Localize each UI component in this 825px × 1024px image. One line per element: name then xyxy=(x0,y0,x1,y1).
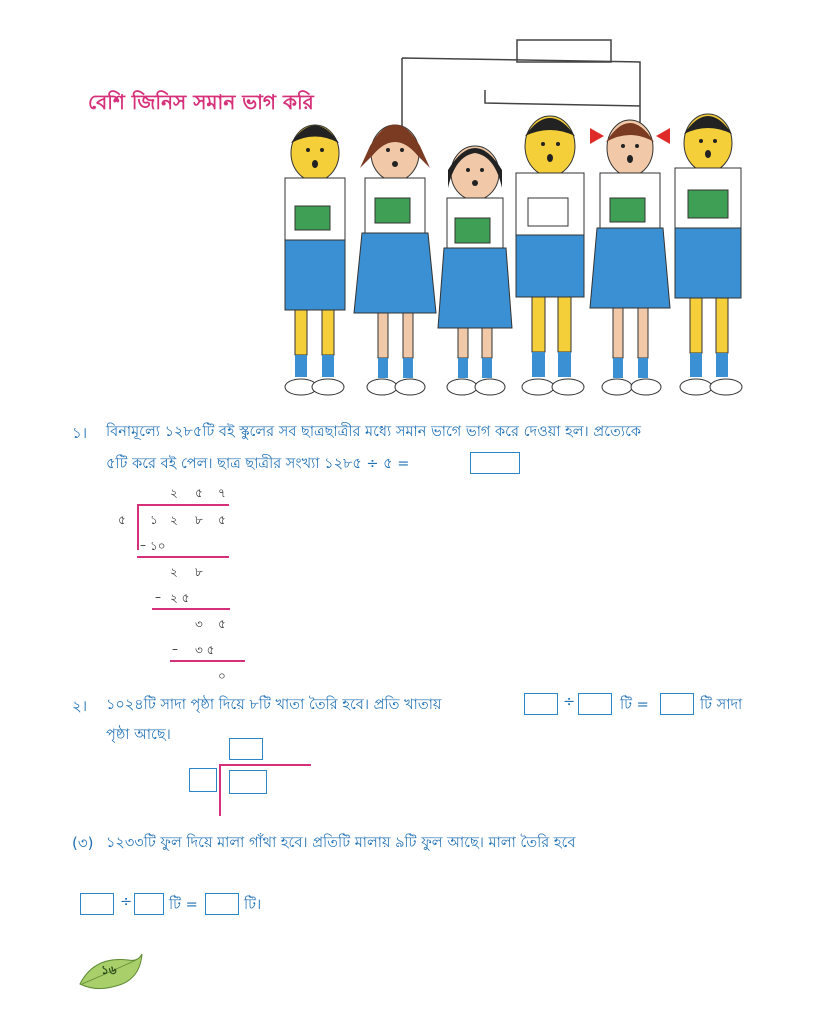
q2-box-divisor[interactable] xyxy=(578,693,612,715)
q3-tail: টি। xyxy=(244,897,262,913)
step-line xyxy=(152,608,230,610)
q3-text: ১২৩৩টি ফুল দিয়ে মালা গাঁথা হবে। প্রতিটি মালায় ৯টি ফুল আছে। মালা তৈরি হবে xyxy=(106,835,576,851)
q3-ti-eq: টি = xyxy=(169,897,198,913)
q3-box-dividend[interactable] xyxy=(80,893,114,915)
student-1 xyxy=(285,125,345,395)
remainder-digit: ৮ xyxy=(195,565,203,579)
q1-number: ১। xyxy=(72,424,88,442)
q2-number: ২। xyxy=(72,697,88,715)
division-bar-horizontal xyxy=(137,504,229,506)
subtract-step-3: ৩ ৫ xyxy=(195,643,215,657)
minus-sign: – xyxy=(172,642,178,656)
subtract-step-2: ২ ৫ xyxy=(170,591,190,605)
q2-divisor-box[interactable] xyxy=(189,768,217,792)
q2-division-bar-vertical xyxy=(219,764,221,816)
student-3 xyxy=(438,146,512,395)
q2-division-bar-horizontal xyxy=(219,764,311,766)
step-line xyxy=(137,556,229,558)
minus-sign: – xyxy=(155,590,161,604)
quotient-digit: ৫ xyxy=(195,486,203,500)
dividend-digit: ৫ xyxy=(218,513,226,527)
subtract-step-1: ১০ xyxy=(150,539,166,553)
remainder-digit: ২ xyxy=(170,565,178,579)
q2-line2: পৃষ্ঠা আছে। xyxy=(106,727,171,743)
q2-quotient-box[interactable] xyxy=(229,738,263,760)
q3-number: (৩) xyxy=(72,834,94,852)
q3-div-sign: ÷ xyxy=(120,894,133,910)
q3-box-result[interactable] xyxy=(205,893,239,915)
q1-line2: ৫টি করে বই পেল। ছাত্র ছাত্রীর সংখ্যা ১২৮৫ ÷ ৫ = xyxy=(106,456,410,472)
q2-dividend-box[interactable] xyxy=(229,770,267,794)
remainder-digit: ৫ xyxy=(218,617,226,631)
division-bar-vertical xyxy=(137,504,139,550)
student-4 xyxy=(516,116,584,395)
q2-tail: টি সাদা xyxy=(700,697,743,713)
student-6 xyxy=(675,114,742,395)
q3-box-divisor[interactable] xyxy=(134,893,164,915)
quotient-digit: ২ xyxy=(170,486,178,500)
divisor: ৫ xyxy=(118,513,126,527)
step-line xyxy=(170,660,245,662)
student-5 xyxy=(590,120,670,395)
q2-div-sign: ÷ xyxy=(563,694,576,710)
q2-box-result[interactable] xyxy=(660,693,694,715)
board-frame xyxy=(402,40,640,168)
dividend-digit: ১ xyxy=(150,513,158,527)
quotient-digit: ৭ xyxy=(218,486,226,500)
dividend-digit: ২ xyxy=(170,513,178,527)
q2-ti-eq: টি = xyxy=(620,697,649,713)
students-illustration xyxy=(270,38,760,403)
q1-line1: বিনামূল্যে ১২৮৫টি বই স্কুলের সব ছাত্রছাত্রীর মধ্যে সমান ভাগে ভাগ করে দেওয়া হল। প্রত্যেকে xyxy=(106,424,642,440)
q2-box-dividend[interactable] xyxy=(524,693,558,715)
q1-answer-box[interactable] xyxy=(470,452,520,474)
q2-text: ১০২৪টি সাদা পৃষ্ঠা দিয়ে ৮টি খাতা তৈরি হবে। প্রতি খাতায় xyxy=(106,697,442,713)
remainder-digit: ৩ xyxy=(195,617,203,631)
dividend-digit: ৮ xyxy=(195,513,203,527)
final-remainder: ০ xyxy=(218,669,226,683)
minus-sign: – xyxy=(140,538,146,552)
page-number: ১৬ xyxy=(101,963,117,977)
student-2 xyxy=(354,125,436,396)
section-title: বেশি জিনিস সমান ভাগ করি xyxy=(88,90,314,114)
